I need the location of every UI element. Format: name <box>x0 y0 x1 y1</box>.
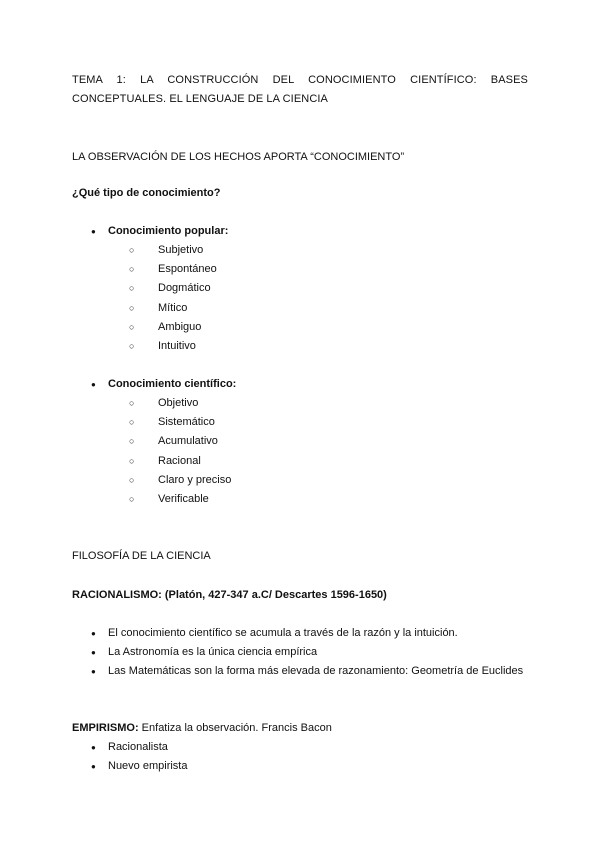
list-item: ● Nuevo empirista <box>72 757 528 776</box>
list-item: ○ Intuitivo <box>72 337 528 356</box>
list-item: ○ Acumulativo <box>72 432 528 451</box>
title-line-1: TEMA 1: LA CONSTRUCCIÓN DEL CONOCIMIENTO CIENTÍFICO: BASES <box>72 74 528 86</box>
scientific-section <box>72 375 528 394</box>
list-item: ○ Racional <box>72 452 528 471</box>
question-heading: ¿Qué tipo de conocimiento? <box>72 187 221 199</box>
list-item: ○ Objetivo <box>72 394 528 413</box>
list-item: ● La Astronomía es la única ciencia empírica <box>72 643 528 662</box>
list-item: ○ Subjetivo <box>72 241 528 260</box>
popular-label: ● Conocimiento popular: <box>72 222 528 241</box>
list-item: ○ Ambiguo <box>72 318 528 337</box>
popular-section <box>72 222 528 241</box>
list-item: ○ Claro y preciso <box>72 471 528 490</box>
list-item: ● Las Matemáticas son la forma más elevada de razonamiento: Geometría de Euclides <box>72 662 528 681</box>
list-item: ● Racionalista <box>72 738 528 757</box>
philosophy-heading: FILOSOFÍA DE LA CIENCIA <box>72 550 211 562</box>
scientific-list <box>72 394 528 509</box>
observation-heading: LA OBSERVACIÓN DE LOS HECHOS APORTA “CONOCIMIENTO” <box>72 151 405 163</box>
list-item: ● El conocimiento científico se acumula a través de la razón y la intuición. <box>72 624 528 643</box>
list-item: ○ Sistemático <box>72 413 528 432</box>
list-item: ○ Dogmático <box>72 279 528 298</box>
list-item: ○ Mítico <box>72 299 528 318</box>
list-item: ○ Verificable <box>72 490 528 509</box>
empiricism-label: EMPIRISMO: <box>72 722 139 734</box>
rationalism-heading: RACIONALISMO: (Platón, 427-347 a.C/ Descartes 1596-1650) <box>72 589 387 601</box>
empiricism-list <box>72 738 528 776</box>
empiricism-heading <box>72 719 528 738</box>
popular-list <box>72 241 528 356</box>
document-title <box>72 71 528 109</box>
scientific-label: ● Conocimiento científico: <box>72 375 528 394</box>
rationalism-list <box>72 624 528 681</box>
empiricism-text: Enfatiza la observación. Francis Bacon <box>138 722 332 734</box>
list-item: ○ Espontáneo <box>72 260 528 279</box>
title-line-2: CONCEPTUALES. EL LENGUAJE DE LA CIENCIA <box>72 93 328 105</box>
